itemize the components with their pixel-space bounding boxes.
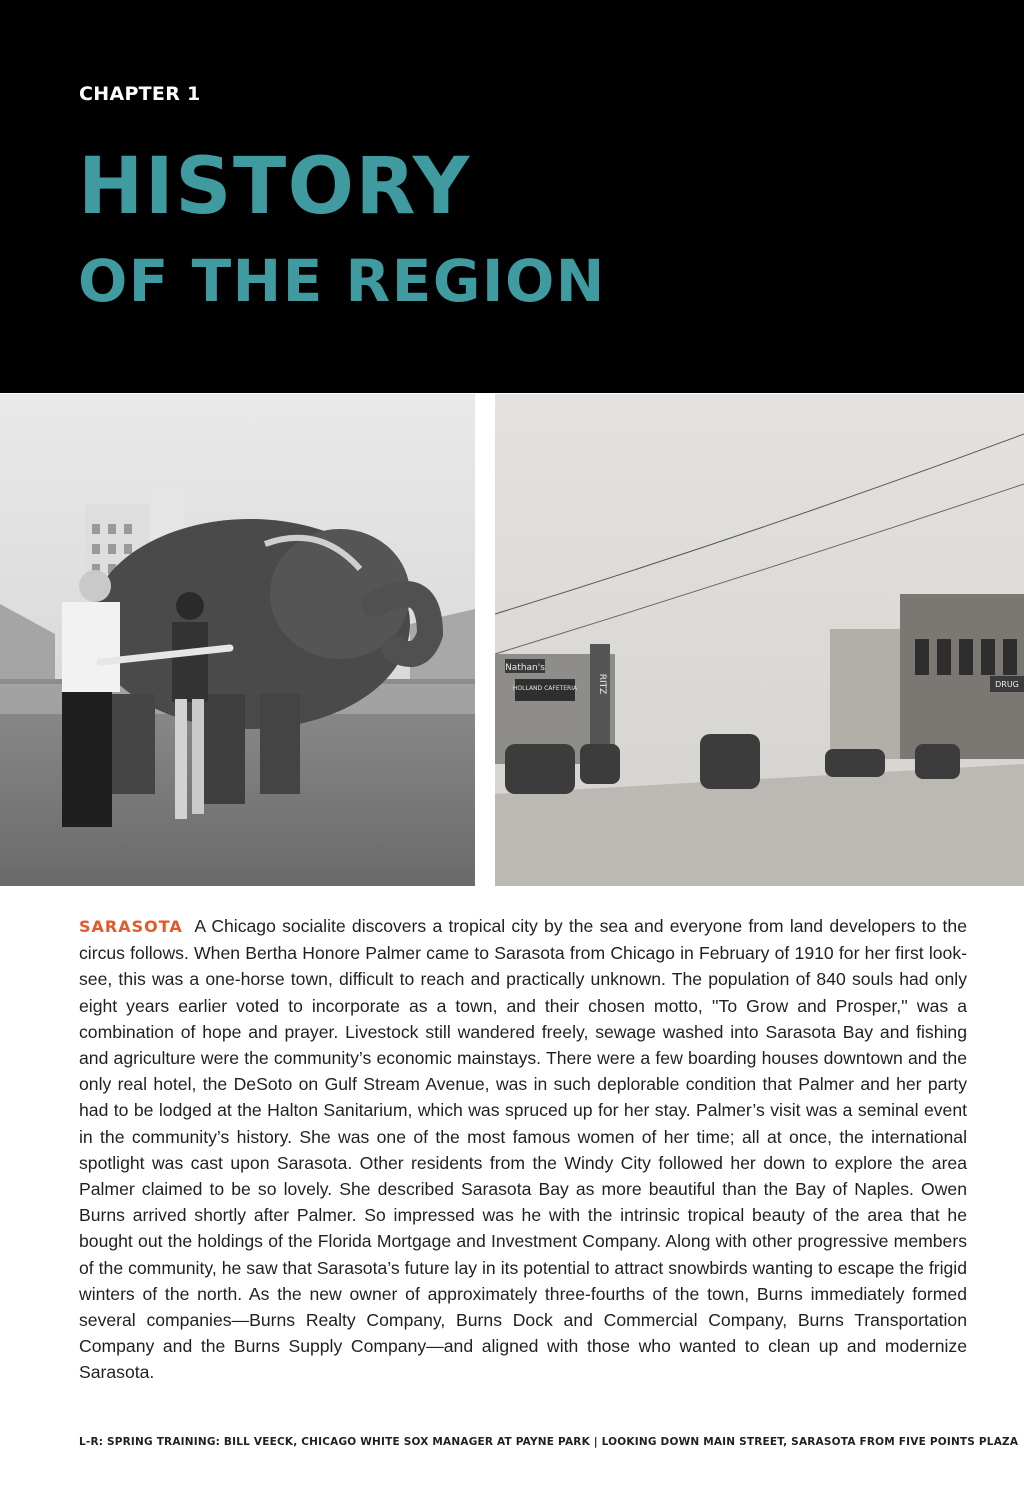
- title-line-1-text: HISTORY: [78, 142, 471, 232]
- chapter-label: CHAPTER 1: [79, 83, 201, 105]
- sign-holland-cafeteria: HOLLAND CAFETERIA: [512, 685, 578, 692]
- chapter-title: [78, 140, 606, 328]
- chapter-header: [0, 0, 1024, 393]
- photo-spring-training: [0, 394, 475, 886]
- body-paragraph: [79, 913, 967, 1386]
- photo-main-street: [495, 394, 1024, 886]
- photo-spring-training-image: [0, 394, 475, 886]
- body-text: A Chicago socialite discovers a tropical city by the sea and everyone from land developers to the circus follows. When Bertha Honore Palmer came to Sarasota from Chicago in February of 1910 for her first look-see, this was a one-horse town, difficult to reach and practically unknown. The population of 840 souls had only eight years earlier voted to incorporate as a town, and their chosen motto, ''To Grow and Prosper,'' was a combination of hope and prayer. Livestock still wandered freely, sewage washed into Sarasota Bay and fishing and agriculture were the community’s economic mainstays. There were a few boarding houses downtown and the only real hotel, the DeSoto on Gulf Stream Avenue, was in such deplorable condition that Palmer and her party had to be lodged at the Halton Sanitarium, which was spruced up for her stay. Palmer’s visit was a seminal event in the community’s history. She was one of the most famous women of her time; all at once, the international spotlight was cast upon Sarasota. Other residents from the Windy City followed her down to explore the area Palmer claimed to be so lovely. She described Sarasota Bay as more beautiful than the Bay of Naples. Owen Burns arrived shortly after Palmer. So impressed was he with the intrinsic tropical beauty of the area that he bought out the holdings of the Florida Mortgage and Investment Company. Along with other progressive members of the community, he saw that Sarasota’s future lay in its potential to attract snowbirds wanting to escape the frigid winters of the north. As the new owner of approximately three-fourths of the town, Burns immediately formed several companies—Burns Realty Company, Burns Dock and Commercial Company, Burns Transportation Company and the Burns Supply Company—and aligned with those who wanted to clean up and modernize Sarasota.: [79, 916, 967, 1383]
- sign-nathans: Nathan's: [505, 663, 545, 673]
- title-line-1: [78, 140, 606, 234]
- photo-caption: L-R: SPRING TRAINING: BILL VEECK, CHICAGO WHITE SOX MANAGER AT PAYNE PARK | LOOKING DOWN MAIN STREET, SARASOTA FROM FIVE POINTS PLAZA: [79, 1436, 1019, 1448]
- sign-drug: DRUG: [995, 680, 1019, 689]
- photo-main-street-image: [495, 394, 1024, 886]
- title-line-2: [78, 234, 606, 328]
- sign-ritz: RITZ: [597, 673, 607, 695]
- lead-word: SARASOTA: [79, 917, 183, 936]
- title-line-2-text: OF THE REGION: [78, 247, 606, 315]
